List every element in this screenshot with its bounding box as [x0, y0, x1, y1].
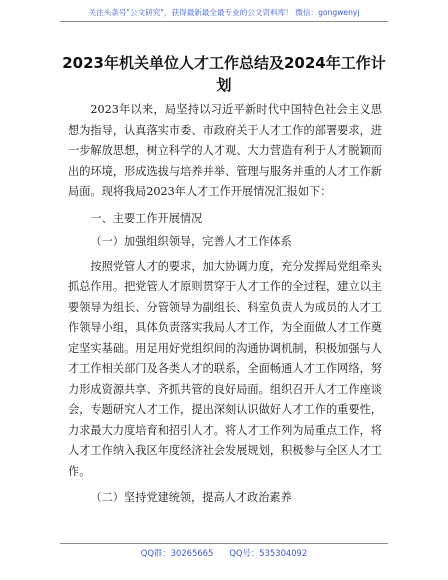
- document-body: [68, 100, 382, 509]
- document-title: 2023年机关单位人才工作总结及2024年工作计划: [62, 54, 386, 94]
- section-heading-1: 一、主要工作开展情况: [90, 211, 203, 225]
- subsection-heading-2: （二）坚持党建统领，提高人才政治素养: [90, 491, 292, 504]
- qq-number-text: QQ号：535304092: [229, 548, 308, 558]
- contact-footer: [60, 543, 388, 559]
- qq-group-text: QQ群：30265665: [140, 548, 214, 558]
- intro-paragraph: 2023年以来，局坚持以习近平新时代中国特色社会主义思想为指导，认真落实市委、市政府关于人才工作的部署要求，进一步解放思想，树立科学的人才观、大力营造有利于人才脱颖而出的环境，形成选拔与培养并举、管理与服务并重的人才工作新局面。现将我局2023年人才工作开展情况汇报如下：: [68, 103, 382, 198]
- promo-banner: 关注头条号"公文研究"，获得最新最全最专业的公文资料库！ 微信：gongwenyj: [60, 7, 388, 22]
- subsection-body-1: 按照党管人才的要求，加大协调力度，充分发挥局党组牵头抓总作用。把党管人才原则贯穿于人才工作的全过程，建立以主要领导为组长、分管领导为副组长、科室负责人为成员的人才工作领导小组，具体负责落实我局人才工作，为全面做人才工作奠定坚实基础。用足用好党组织间的沟通协调机制，积极加强与人才工作相关部门及各类人才的联系，全面畅通人才工作网络，努力形成资源共享、齐抓共管的良好局面。组织召开人才工作座谈会，专题研究人才工作，提出深刻认识做好人才工作的重要性，力求最大力度培育和招引人才。将人才工作列为局重点工作，将人才工作纳入我区年度经济社会发展规划，积极参与全区人才工作。: [68, 259, 382, 478]
- subsection-heading-1: （一）加强组织领导，完善人才工作体系: [90, 235, 292, 248]
